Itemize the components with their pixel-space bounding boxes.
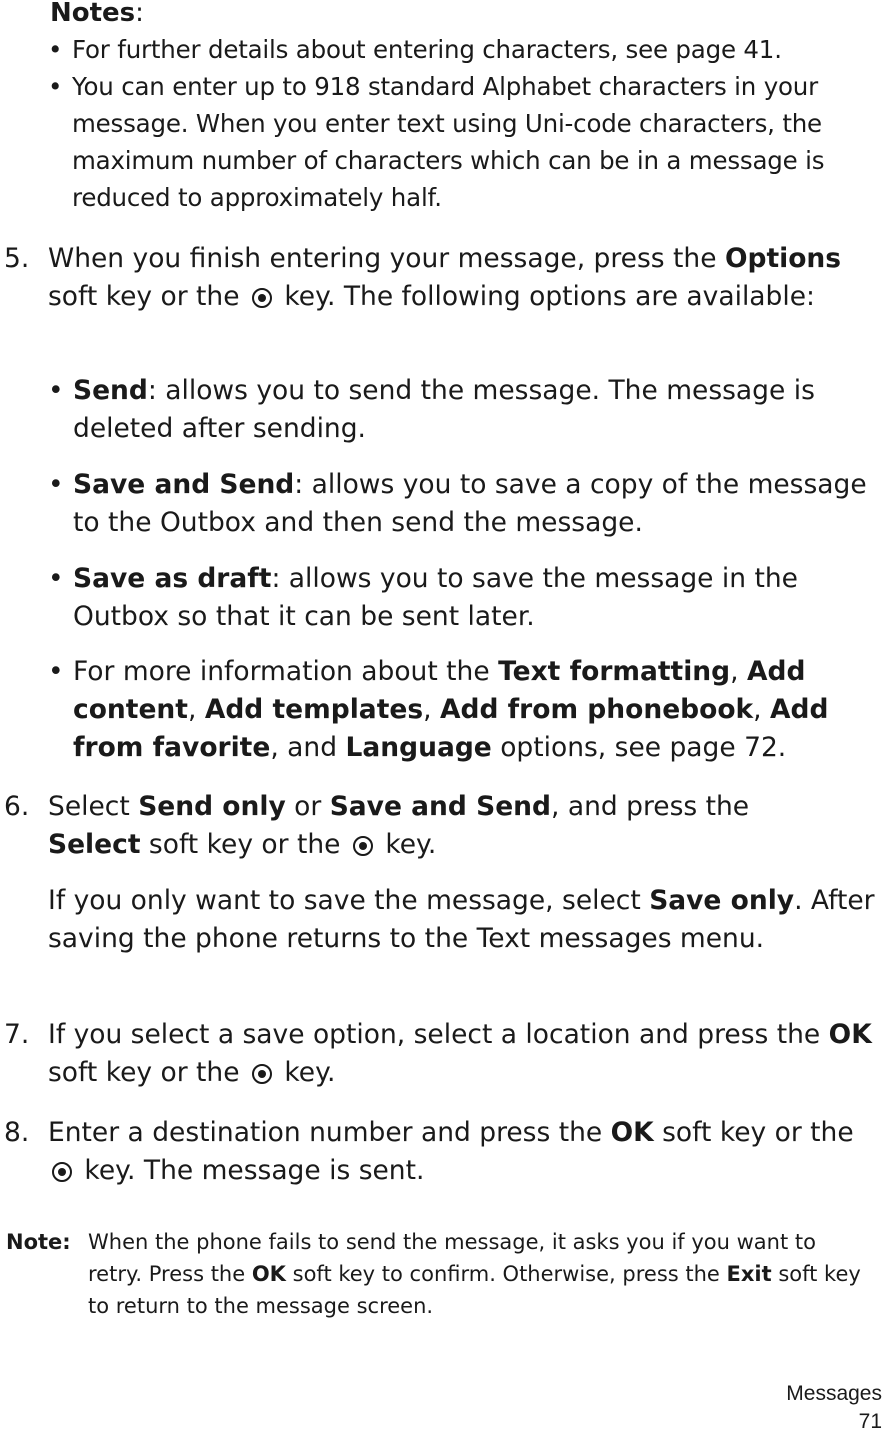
options-key-label: Options [724, 243, 842, 274]
manual-page: Notes: • For further details about entering characters, see page 41. • You can enter up to 918 standard Alphabet characters in your message. When you enter text using Uni-code characters, the maximum number of characters which can be in a message is reduced to approximately half. 5. When you finish entering your message, press the Options soft key or the key. The following options are available: • Send: allows you to send the message. The message is deleted after sending. • Save and Send: allows you to save a copy of the message to the Outbox and then send the message. • Save as draft: allows you to save the message in the Outbox so that it can be sent later. • For more information about the Text formatting, Add content, Add templates, Add from phonebook, Add from favorite, and Language options, see page 72. 6. Select Send only or Save and Send, and press the Select soft key or the key. If you only want to save the message, select Save only. After saving the phone returns to the Text messages menu. 7. If you select a save option, select a location and press the OK soft key or the key. 8. Enter a destination number and press the OK soft key or the key. The message is sent. Note: When the phone fails to send the message, it asks you if you want to retry. Press the OK soft key to confirm. Otherwise, press the Exit soft key to return to the message screen. Messages 71 [0, 0, 886, 1440]
bullet-icon: • [48, 35, 63, 64]
bullet-icon: • [48, 375, 64, 406]
nav-key-icon [353, 836, 373, 856]
bullet-icon: • [48, 656, 64, 687]
bullet-icon: • [48, 72, 63, 101]
nav-key-icon [252, 288, 272, 308]
bullet-icon: • [48, 563, 64, 594]
note-label: Note: [6, 1230, 71, 1254]
footer-section-name: Messages [786, 1382, 882, 1405]
nav-key-icon [252, 1064, 272, 1084]
bullet-icon: • [48, 469, 64, 500]
page-number: 71 [858, 1410, 882, 1433]
notes-heading: Notes: [50, 0, 144, 28]
nav-key-icon [52, 1162, 72, 1182]
note-body: When the phone fails to send the message, it asks you if you want to retry. Press the OK soft key to confirm. Otherwise, press the Exit soft key to return to the message screen. [88, 1230, 861, 1318]
step-6-paragraph: If you only want to save the message, select Save only. After saving the phone returns to the Text messages menu. [48, 885, 875, 954]
select-key-label: Select [48, 829, 141, 860]
